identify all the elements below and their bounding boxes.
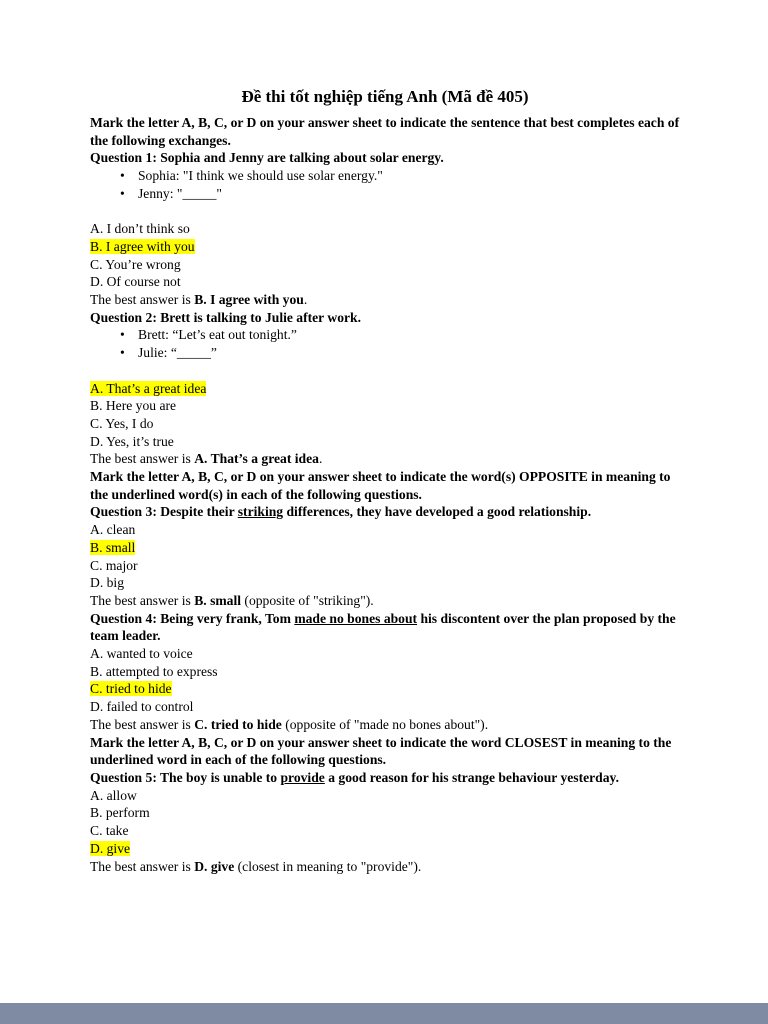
text-run: Question 5: The boy is unable to xyxy=(90,769,281,785)
text-run: D. Yes, it’s true xyxy=(90,433,174,449)
paragraph xyxy=(90,521,680,539)
paragraph xyxy=(90,557,680,575)
paragraph xyxy=(90,698,680,716)
text-run: Mark the letter A, B, C, or D on your answer sheet to indicate the word CLOSEST in meaning to the underlined word in each of the following questions. xyxy=(90,734,672,768)
bullet-item xyxy=(90,326,680,344)
text-run: Jenny: "_____" xyxy=(138,185,222,201)
paragraph xyxy=(90,822,680,840)
text-run: Brett: “Let’s eat out tonight.” xyxy=(138,327,297,343)
text-run: (closest in meaning to "provide"). xyxy=(234,858,422,874)
text-run: D. Of course not xyxy=(90,274,181,290)
highlighted-text: A. That’s a great idea xyxy=(90,380,207,396)
text-run: Julie: “_____” xyxy=(138,345,217,361)
paragraph xyxy=(90,858,680,876)
text-run: D. give xyxy=(194,858,235,874)
text-run: C. Yes, I do xyxy=(90,415,154,431)
page-gap xyxy=(0,1003,768,1024)
text-run: Mark the letter A, B, C, or D on your answer sheet to indicate the word(s) OPPOSITE in meaning to the underlined word(s) in each of the following questions. xyxy=(90,469,671,502)
text-run: C. take xyxy=(90,823,129,839)
paragraph xyxy=(90,114,680,149)
text-run: C. You’re wrong xyxy=(90,256,181,272)
text-run: . xyxy=(318,451,323,467)
text-run: B. perform xyxy=(90,805,150,821)
paragraph xyxy=(90,716,680,734)
text-run: A. allow xyxy=(90,787,137,803)
paragraph xyxy=(90,645,680,663)
paragraph xyxy=(90,468,680,503)
text-run: The best answer is xyxy=(90,716,195,732)
text-run: B. I agree with you xyxy=(194,292,304,308)
text-run: Question 2: Brett is talking to Julie after work. xyxy=(90,309,361,325)
text-run: . xyxy=(303,292,308,308)
text-run: (opposite of "striking"). xyxy=(241,592,374,608)
paragraph xyxy=(90,663,680,681)
text-run: C. major xyxy=(90,557,138,573)
text-run: yesterday. xyxy=(560,769,619,785)
paragraph xyxy=(90,256,680,274)
paragraph xyxy=(90,574,680,592)
paragraph xyxy=(90,769,680,787)
blank-line xyxy=(90,362,680,380)
paragraph xyxy=(90,734,680,769)
text-run: A. clean xyxy=(90,522,136,538)
highlighted-text: B. small xyxy=(90,539,136,555)
text-run: D. failed to control xyxy=(90,699,194,715)
bullet-item xyxy=(90,167,680,185)
text-run: A. I don’t think so xyxy=(90,221,190,237)
text-run: provide xyxy=(280,769,325,785)
text-run: B. attempted to express xyxy=(90,663,218,679)
paragraph xyxy=(90,804,680,822)
bullet-item xyxy=(90,185,680,203)
text-run: striking xyxy=(237,504,284,520)
paragraph xyxy=(90,415,680,433)
text-run: Question 4: Being very frank, Tom xyxy=(90,610,295,626)
paragraph xyxy=(90,610,680,645)
paragraph xyxy=(90,273,680,291)
blank-line xyxy=(90,203,680,221)
text-run: A. wanted to voice xyxy=(90,646,193,662)
paragraph xyxy=(90,592,680,610)
text-run: B. small xyxy=(194,592,242,608)
text-run: his discontent over the plan proposed by the team leader. xyxy=(90,610,676,644)
document-title: Đề thi tốt nghiệp tiếng Anh (Mã đề 405) xyxy=(241,87,529,106)
paragraph xyxy=(90,450,680,468)
text-run: The best answer is xyxy=(90,292,195,308)
text-run: The best answer is xyxy=(90,858,195,874)
paragraph xyxy=(90,380,680,398)
paragraph xyxy=(90,238,680,256)
paragraph xyxy=(90,149,680,167)
paragraph xyxy=(90,787,680,805)
paragraph xyxy=(90,503,680,521)
text-run: Question 3: Despite their xyxy=(90,504,238,520)
text-run: differences, they have developed a good relationship. xyxy=(283,504,592,520)
text-run: Mark the letter A, B, C, or D on your answer sheet to indicate the sentence that best completes each of the following exchanges. xyxy=(90,115,680,148)
text-run: Sophia: "I think we should use solar energy." xyxy=(138,168,383,184)
paragraph xyxy=(90,291,680,309)
text-run: The best answer is xyxy=(90,592,195,608)
paragraph xyxy=(90,220,680,238)
paragraph xyxy=(90,397,680,415)
document-body xyxy=(90,114,680,875)
bullet-item xyxy=(90,344,680,362)
highlighted-text: C. tried to hide xyxy=(90,681,172,697)
text-run: made no bones about xyxy=(294,610,418,626)
text-run: Question 1: Sophia and Jenny are talking about solar energy. xyxy=(90,150,444,166)
paragraph xyxy=(90,539,680,557)
text-run: C. tried to hide xyxy=(194,716,282,732)
text-run: B. Here you are xyxy=(90,398,177,414)
text-run: A. That’s a great idea xyxy=(194,451,319,467)
highlighted-text: D. give xyxy=(90,840,131,856)
text-run: The best answer is xyxy=(90,451,195,467)
paragraph xyxy=(90,840,680,858)
highlighted-text: B. I agree with you xyxy=(90,238,195,254)
text-run: a good reason for his strange behaviour xyxy=(324,769,561,785)
text-run: D. big xyxy=(90,575,124,591)
paragraph xyxy=(90,680,680,698)
paragraph xyxy=(90,309,680,327)
text-run: (opposite of "made no bones about"). xyxy=(281,716,489,732)
paragraph xyxy=(90,433,680,451)
